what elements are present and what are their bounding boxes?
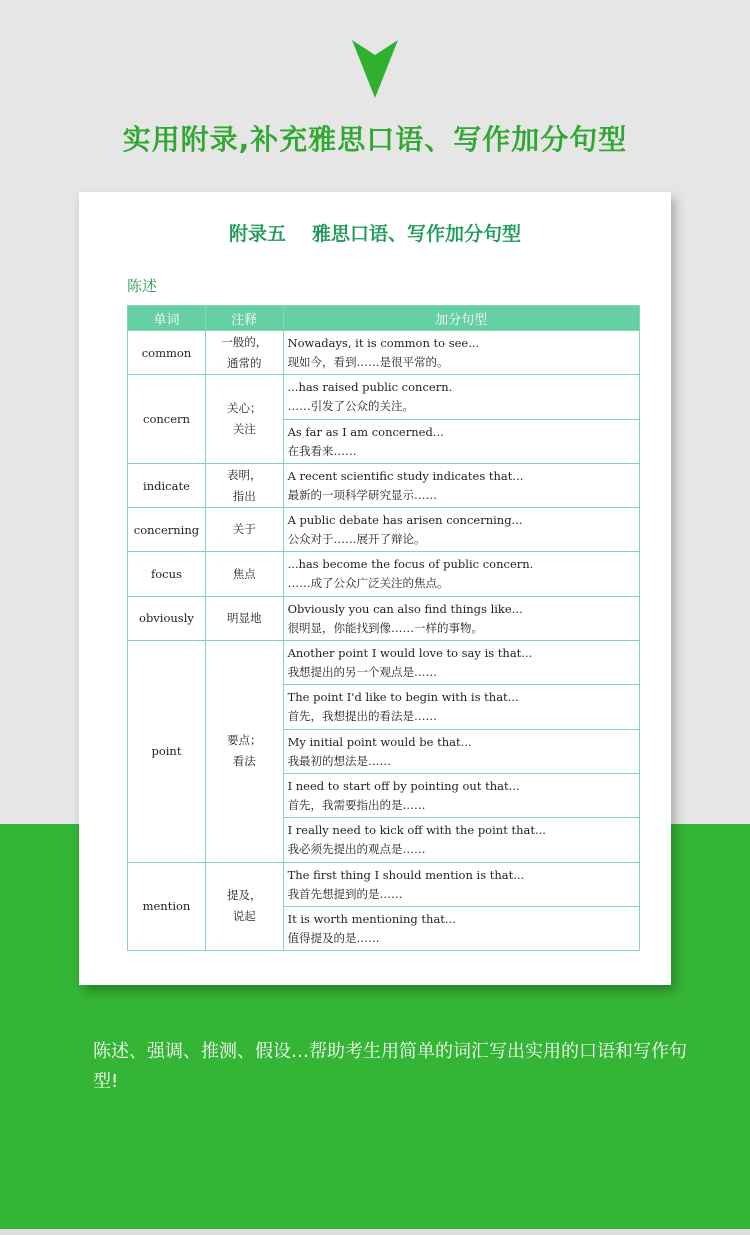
note-cell: 一般的， 通常的: [205, 331, 283, 375]
sentence-cell: [283, 375, 639, 419]
sentence-english: As far as I am concerned...: [287, 424, 444, 439]
headline: 实用附录,补充雅思口语、写作加分句型: [122, 123, 628, 156]
note-cell: 要点； 看法: [205, 641, 283, 862]
sentence-cell: [283, 862, 639, 906]
word-cell: common: [128, 331, 206, 375]
sentence-cell: [283, 419, 639, 463]
sentence-cell: [283, 906, 639, 950]
sentence-english: Obviously you can also find things like...: [287, 601, 523, 616]
sentence-english: It is worth mentioning that...: [287, 911, 456, 926]
sentence-english: Nowadays, it is common to see...: [287, 336, 480, 350]
sentence-chinese: 我首先想提到的是……: [287, 886, 403, 901]
word-cell: concern: [128, 375, 206, 464]
sentence-chinese: 首先，我需要指出的是……: [287, 797, 426, 812]
sentence-english: The first thing I should mention is that...: [287, 867, 525, 882]
caption: 陈述、强调、推测、假设…帮助考生用简单的词汇写出实用的口语和写作句型!: [93, 1041, 687, 1092]
table-row: [128, 375, 640, 419]
sentence-chinese: 公众对于……展开了辩论。: [287, 532, 426, 547]
sentence-chinese: 值得提及的是……: [287, 930, 380, 945]
note-cell: 焦点: [205, 552, 283, 596]
sentence-chinese: ……引发了公众的关注。: [287, 399, 415, 414]
down-arrow-icon: [352, 40, 398, 98]
sentence-chinese: 首先，我想提出的看法是……: [287, 709, 438, 724]
sentence-chinese: ……成了公众广泛关注的焦点。: [287, 576, 449, 591]
note-cell: 明显地: [205, 596, 283, 640]
sentence-english: I really need to kick off with the point that...: [287, 823, 546, 838]
word-cell: point: [128, 641, 206, 862]
card-title-topic: 雅思口语、写作加分句型: [312, 223, 522, 245]
note-cell: 关于: [205, 508, 283, 552]
sentence-chinese: 在我看来……: [287, 443, 357, 458]
sentence-chinese: 现如今，看到……是很平常的。: [287, 355, 449, 369]
sentence-cell: [283, 773, 639, 817]
note-cell: 关心； 关注: [205, 375, 283, 464]
word-cell: concerning: [128, 508, 206, 552]
section-label: 陈述: [127, 277, 158, 295]
bottom-strip: [0, 1229, 750, 1235]
table-row: [128, 641, 640, 685]
header-note: 注释: [205, 306, 283, 331]
word-cell: indicate: [128, 463, 206, 507]
word-cell: obviously: [128, 596, 206, 640]
sentence-cell: [283, 596, 639, 640]
sentence-cell: [283, 685, 639, 729]
sentence-chinese: 很明显，你能找到像……一样的事物。: [287, 620, 484, 635]
note-cell: 提及， 说起: [205, 862, 283, 951]
sentence-english: I need to start off by pointing out that...: [287, 778, 520, 793]
table-row: [128, 862, 640, 906]
appendix-card: [79, 192, 671, 985]
sentence-cell: [283, 729, 639, 773]
sentence-english: My initial point would be that...: [287, 734, 472, 749]
table-body: [128, 331, 640, 951]
sentence-english: Another point I would love to say is that...: [287, 646, 533, 661]
table-row: [128, 463, 640, 507]
sentence-cell: [283, 641, 639, 685]
sentence-english: ...has raised public concern.: [287, 380, 453, 395]
sentence-cell: [283, 818, 639, 862]
word-cell: focus: [128, 552, 206, 596]
sentence-english: ...has become the focus of public concern.: [287, 557, 534, 572]
sentence-cell: [283, 331, 639, 375]
table-row: [128, 552, 640, 596]
card-title: [79, 219, 671, 246]
sentence-chinese: 我必须先提出的观点是……: [287, 842, 426, 857]
sentence-chinese: 我想提出的另一个观点是……: [287, 665, 438, 680]
sentence-chinese: 最新的一项科学研究显示……: [287, 487, 438, 502]
sentence-cell: [283, 463, 639, 507]
sentence-chinese: 我最初的想法是……: [287, 753, 392, 768]
table-header-row: [128, 306, 640, 331]
note-cell: 表明， 指出: [205, 463, 283, 507]
sentence-cell: [283, 552, 639, 596]
header-pattern: 加分句型: [283, 306, 639, 331]
card-title-appendix: 附录五: [228, 223, 286, 245]
table-row: [128, 596, 640, 640]
sentence-cell: [283, 508, 639, 552]
sentence-english: The point I'd like to begin with is that...: [287, 690, 519, 705]
sentence-english: A public debate has arisen concerning...: [287, 513, 523, 528]
header-word: 单词: [128, 306, 206, 331]
word-cell: mention: [128, 862, 206, 951]
sentence-english: A recent scientific study indicates that...: [287, 468, 524, 483]
table-row: [128, 508, 640, 552]
phrase-table: [127, 305, 640, 951]
table-row: [128, 331, 640, 375]
